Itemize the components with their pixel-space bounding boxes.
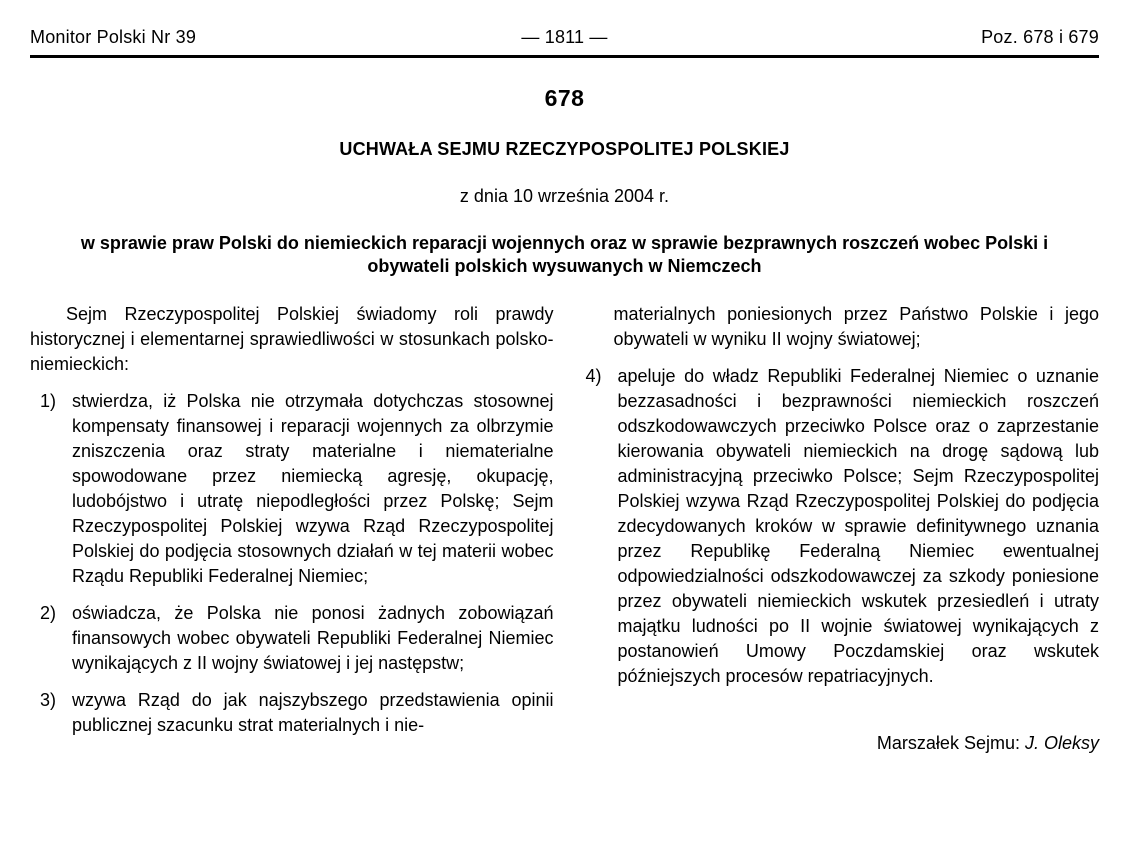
signature-line (576, 731, 1100, 756)
running-header (30, 26, 1099, 48)
item-text: oświadcza, że Polska nie ponosi żadnych zobowiązań finansowych wobec obywateli Republiki Federalnej Niemiec wynikających z II wojny światowej i jej następstw; (72, 603, 554, 673)
list-item-4 (576, 364, 1100, 689)
item-number: 4) (585, 366, 602, 386)
item-text: apeluje do władz Republiki Federalnej Niemiec o uznanie bezzasadności i bezprawności niemieckich roszczeń odszkodowawczych przeciwko Polsce oraz o zaprzestanie kierowania obywateli niemieckich na drogę sądową lub administracyjną przeciwko Polsce; Sejm Rzeczypospolitej Polskiej wzywa Rząd Rzeczypospolitej Polskiej do podjęcia zdecydowanych kroków w sprawie definitywnego uznania przez Republikę Federalną Niemiec ewentualnej odpowiedzialności odszkodowawczej za szkody poniesione przez obywateli niemieckich wskutek przesiedleń i utraty majątku ludności po II wojnie światowej wynikających z postanowień Umowy Poczdamskiej oraz wskutek późniejszych procesów repatriacyjnych. (617, 366, 1099, 686)
list-item-2 (30, 601, 554, 676)
act-date: z dnia 10 września 2004 r. (459, 186, 670, 206)
intro-paragraph: Sejm Rzeczypospolitej Polskiej świadomy roli prawdy historycznej i elementarnej sprawiedliwości w stosunkach polsko-niemieckich: (30, 304, 554, 374)
act-subject: w sprawie praw Polski do niemieckich reparacji wojennych oraz w sprawie bezprawnych roszczeń wobec Polski i obywateli polskich wysuwanych w Niemczech (80, 233, 1049, 276)
left-column (30, 302, 554, 756)
item-number: 3) (40, 690, 57, 710)
right-column (576, 302, 1100, 756)
item-text: stwierdza, iż Polska nie otrzymała dotychczas stosownej kompensaty finansowej i reparacji wojennych za olbrzymie zniszczenia oraz straty materialne i niematerialne spowodowane przez niemiecką agresję, okupację, ludobójstwo i utratę niepodległości przez Polskę; Sejm Rzeczypospolitej Polskiej wzywa Rząd Rzeczypospolitej Polskiej do podjęcia stosownych działań w tej materii wobec Rządu Republiki Federalnej Niemiec; (72, 391, 554, 586)
list-item-1 (30, 389, 554, 589)
journal-title: Monitor Polski Nr 39 (30, 27, 197, 47)
list-item-3 (30, 688, 554, 738)
item-number: 2) (40, 603, 57, 623)
signature-name: J. Oleksy (1024, 733, 1099, 753)
act-number: 678 (544, 85, 585, 111)
act-title: UCHWAŁA SEJMU RZECZYPOSPOLITEJ POLSKIEJ (339, 139, 790, 159)
header-divider (30, 55, 1099, 58)
signature-label: Marszałek Sejmu: (876, 733, 1020, 753)
item-number: 1) (40, 391, 57, 411)
item-3-continuation: materialnych poniesionych przez Państwo Polskie i jego obywateli w wyniku II wojny światowej; (613, 304, 1099, 349)
item-text: wzywa Rząd do jak najszybszego przedstawienia opinii publicznej szacunku strat materialnych i nie- (72, 690, 554, 735)
page-number: — 1811 — (521, 27, 608, 47)
position-number: Poz. 678 i 679 (981, 27, 1099, 47)
document-body (30, 302, 1099, 756)
